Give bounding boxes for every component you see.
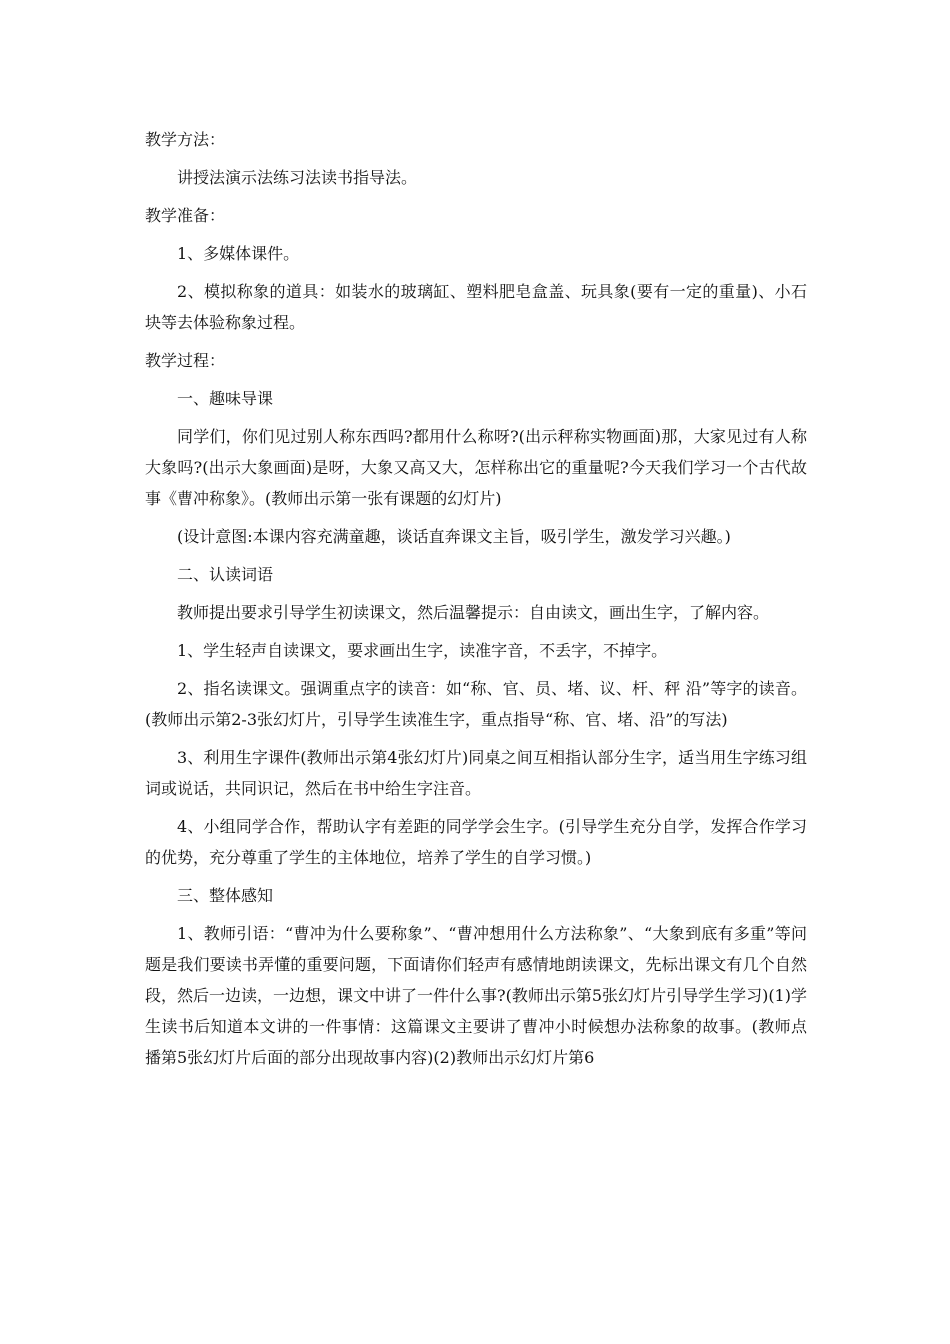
- heading-teaching-preparation: 教学准备：: [145, 206, 226, 225]
- paragraph: 2、模拟称象的道具：如装水的玻璃缸、塑料肥皂盒盖、玩具象(要有一定的重量)、小石块等去体验称象过程。: [145, 282, 807, 332]
- paragraph: 1、学生轻声自读课文，要求画出生字，读准字音，不丢字，不掉字。: [177, 641, 668, 660]
- section-heading: 三、整体感知: [177, 886, 274, 905]
- paragraph: 讲授法演示法练习法读书指导法。: [177, 168, 418, 187]
- paragraph: 教师提出要求引导学生初读课文，然后温馨提示：自由读文，画出生字，了解内容。: [177, 603, 770, 622]
- heading-teaching-method: 教学方法：: [145, 130, 226, 149]
- document-body: [145, 124, 807, 1080]
- paragraph: 2、指名读课文。强调重点字的读音：如“称、官、员、堵、议、杆、秤 沿”等字的读音。(教师出示第2-3张幻灯片，引导学生读准生字，重点指导“称、官、堵、沿”的写法): [145, 679, 807, 729]
- paragraph: 1、教师引语：“曹冲为什么要称象”、“曹冲想用什么方法称象”、“大象到底有多重”等问题是我们要读书弄懂的重要问题，下面请你们轻声有感情地朗读课文，先标出课文有几个自然段，然后一边读，一边想，课文中讲了一件什么事?(教师出示第5张幻灯片引导学生学习)(1)学生读书后知道本文讲的一件事情：这篇课文主要讲了曹冲小时候想办法称象的故事。(教师点播第5张幻灯片后面的部分出现故事内容)(2)教师出示幻灯片第6: [145, 924, 807, 1067]
- paragraph: 3、利用生字课件(教师出示第4张幻灯片)同桌之间互相指认部分生字，适当用生字练习组词或说话，共同识记，然后在书中给生字注音。: [145, 748, 807, 798]
- section-heading: 一、趣味导课: [177, 389, 274, 408]
- paragraph: 1、多媒体课件。: [177, 244, 300, 263]
- paragraph: 4、小组同学合作，帮助认字有差距的同学学会生字。(引导学生充分自学，发挥合作学习的优势，充分尊重了学生的主体地位，培养了学生的自学习惯。): [145, 817, 807, 867]
- section-heading: 二、认读词语: [177, 565, 274, 584]
- heading-teaching-process: 教学过程：: [145, 351, 226, 370]
- paragraph: (设计意图:本课内容充满童趣，谈话直奔课文主旨，吸引学生，激发学习兴趣。): [177, 527, 731, 546]
- paragraph: 同学们，你们见过别人称东西吗?都用什么称呀?(出示秤称实物画面)那，大家见过有人称大象吗?(出示大象画面)是呀，大象又高又大，怎样称出它的重量呢?今天我们学习一个古代故事《曹冲称象》。(教师出示第一张有课题的幻灯片): [145, 427, 807, 508]
